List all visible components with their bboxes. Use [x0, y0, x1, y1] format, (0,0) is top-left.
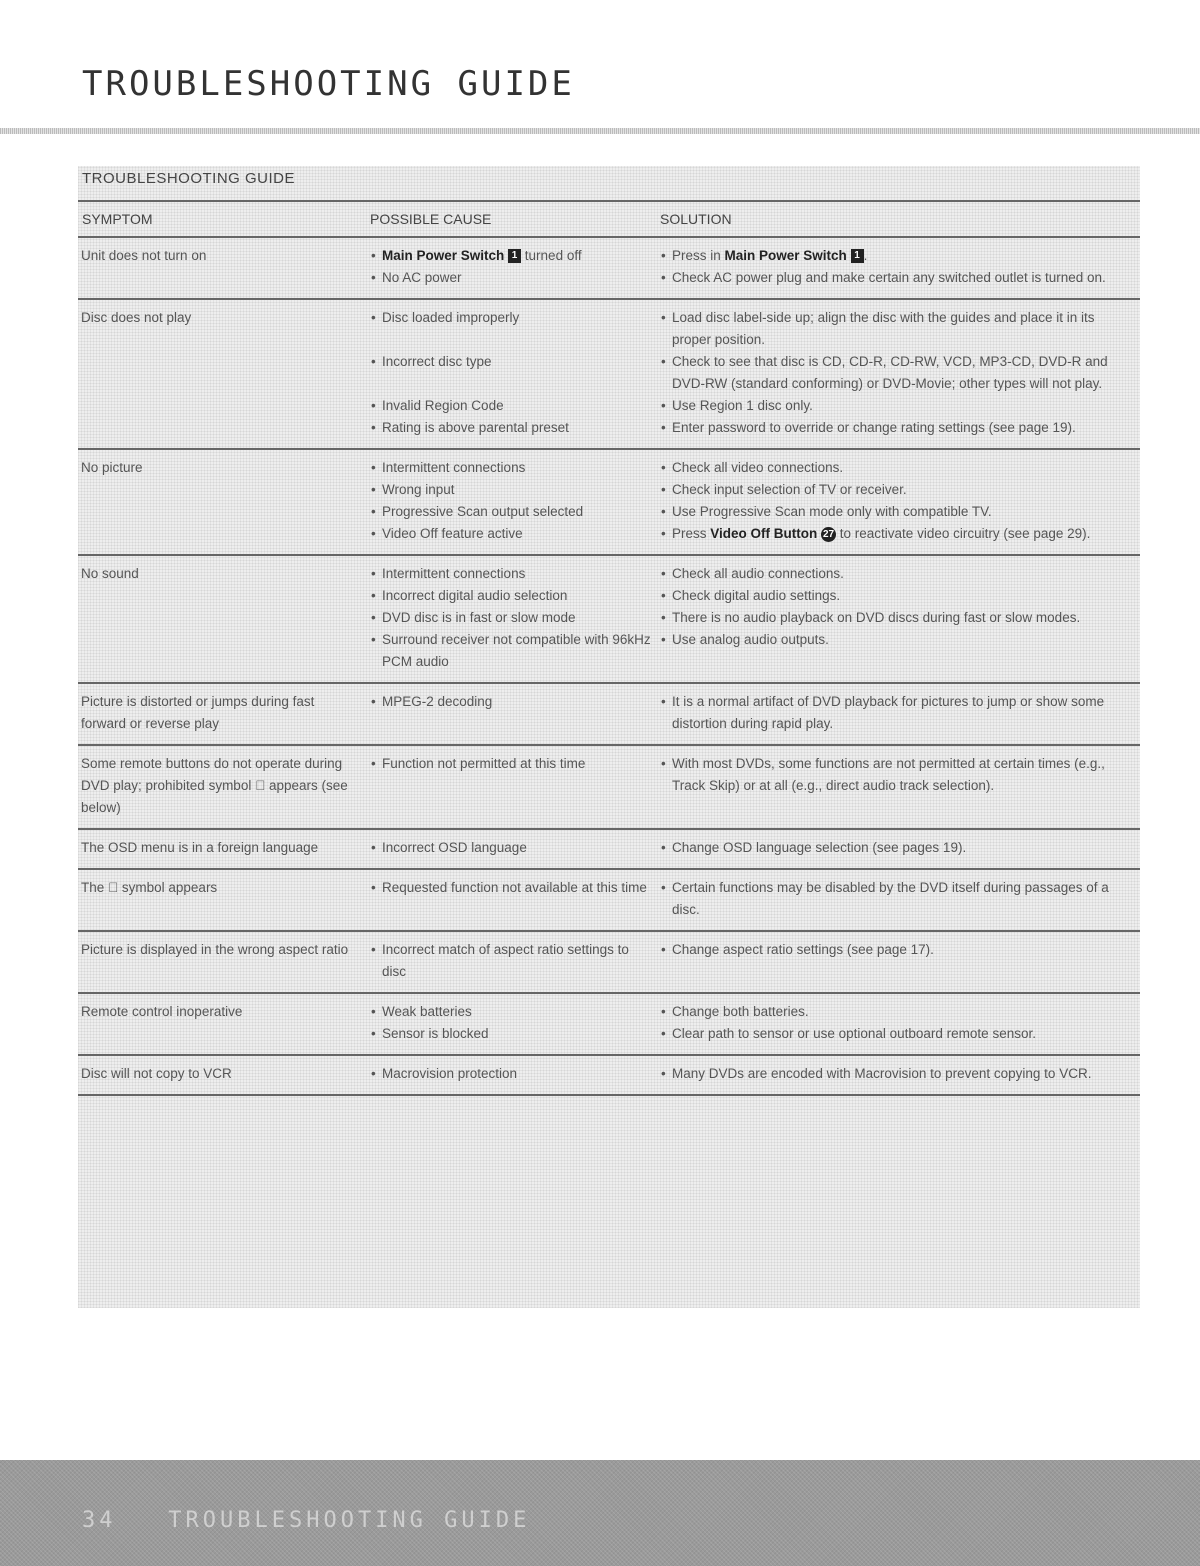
- solution-item: [660, 417, 1136, 439]
- solution-item: [660, 395, 1136, 417]
- solution-item: [660, 1063, 1136, 1085]
- cause-list: [370, 939, 652, 983]
- symptom-cell: Disc will not copy to VCR: [78, 1055, 366, 1095]
- symptom-cell: No sound: [78, 555, 366, 683]
- solution-item: [660, 307, 1136, 351]
- cause-item: [370, 1063, 652, 1085]
- item-text: It is a normal artifact of DVD playback for pictures to jump or show some distortion during rapid play.: [672, 694, 1105, 731]
- footer-title: TROUBLESHOOTING GUIDE: [168, 1508, 531, 1533]
- table-row: [78, 237, 1140, 299]
- solution-item: [660, 939, 1136, 961]
- page-title: TROUBLESHOOTING GUIDE: [82, 64, 575, 104]
- solution-item: [660, 691, 1136, 735]
- solution-item: [660, 457, 1136, 479]
- cause-cell: [366, 299, 656, 449]
- solution-cell: [656, 745, 1140, 829]
- solution-item: [660, 563, 1136, 585]
- item-prefix: Press: [672, 526, 711, 541]
- item-text: Incorrect digital audio selection: [382, 588, 568, 603]
- item-text: turned off: [521, 248, 582, 263]
- item-text: Intermittent connections: [382, 566, 526, 581]
- cause-item: [370, 417, 652, 439]
- control-name: Main Power Switch: [382, 248, 505, 263]
- symptom-cell: Remote control inoperative: [78, 993, 366, 1055]
- solution-list: [660, 691, 1136, 735]
- solution-item: [660, 479, 1136, 501]
- item-text: Check AC power plug and make certain any switched outlet is turned on.: [672, 270, 1106, 285]
- item-text: Use Progressive Scan mode only with compatible TV.: [672, 504, 992, 519]
- cause-list: [370, 877, 652, 899]
- solution-item: [660, 837, 1136, 859]
- item-text: Certain functions may be disabled by the DVD itself during passages of a disc.: [672, 880, 1109, 917]
- cause-item: [370, 307, 652, 329]
- solution-list: [660, 753, 1136, 797]
- item-text: Check all audio connections.: [672, 566, 844, 581]
- item-text: Check digital audio settings.: [672, 588, 841, 603]
- cause-cell: [366, 993, 656, 1055]
- cause-cell: [366, 869, 656, 931]
- header-cause: POSSIBLE CAUSE: [366, 201, 656, 237]
- solution-list: [660, 877, 1136, 921]
- item-text: No AC power: [382, 270, 462, 285]
- cause-list: [370, 457, 652, 545]
- solution-item: [660, 523, 1136, 545]
- cause-item: [370, 753, 652, 775]
- symptom-cell: The OSD menu is in a foreign language: [78, 829, 366, 869]
- symptom-cell: Unit does not turn on: [78, 237, 366, 299]
- cause-item: [370, 479, 652, 501]
- item-text: Many DVDs are encoded with Macrovision to prevent copying to VCR.: [672, 1066, 1092, 1081]
- item-text: Use Region 1 disc only.: [672, 398, 813, 413]
- solution-item: [660, 585, 1136, 607]
- table-row: [78, 931, 1140, 993]
- cause-list: [370, 563, 652, 673]
- cause-cell: [366, 237, 656, 299]
- solution-cell: [656, 931, 1140, 993]
- item-text: Change both batteries.: [672, 1004, 809, 1019]
- cause-list: [370, 245, 652, 289]
- cause-item: [370, 585, 652, 607]
- solution-cell: [656, 829, 1140, 869]
- header-symptom: SYMPTOM: [78, 201, 366, 237]
- page-footer: [0, 1460, 1200, 1566]
- item-text: Video Off feature active: [382, 526, 523, 541]
- cause-item: [370, 607, 652, 629]
- cause-item: [370, 395, 652, 417]
- cause-item: [370, 1023, 652, 1045]
- item-text: Intermittent connections: [382, 460, 526, 475]
- item-text: Requested function not available at this time: [382, 880, 647, 895]
- item-text: DVD disc is in fast or slow mode: [382, 610, 576, 625]
- item-text: Function not permitted at this time: [382, 756, 586, 771]
- item-text: Check input selection of TV or receiver.: [672, 482, 907, 497]
- item-text: Progressive Scan output selected: [382, 504, 584, 519]
- table-row: [78, 829, 1140, 869]
- panel-title: TROUBLESHOOTING GUIDE: [82, 170, 296, 187]
- cause-item: [370, 837, 652, 859]
- cause-list: [370, 1063, 652, 1085]
- control-name: Video Off Button: [710, 526, 818, 541]
- symptom-cell: No picture: [78, 449, 366, 555]
- item-text: Change aspect ratio settings (see page 17).: [672, 942, 934, 957]
- item-prefix: Press in: [672, 248, 725, 263]
- solution-item: [660, 267, 1136, 289]
- callout-number-badge: 27: [822, 528, 835, 540]
- solution-list: [660, 1063, 1136, 1085]
- cause-item: [370, 245, 652, 267]
- callout-number-badge: 1: [508, 249, 521, 263]
- symptom-cell: Some remote buttons do not operate during DVD play; prohibited symbol ⃠ appears (see below): [78, 745, 366, 829]
- table-row: [78, 555, 1140, 683]
- cause-cell: [366, 745, 656, 829]
- item-text: .: [863, 248, 868, 263]
- control-name: Main Power Switch: [724, 248, 847, 263]
- table-row: [78, 299, 1140, 449]
- solution-cell: [656, 555, 1140, 683]
- solution-list: [660, 1001, 1136, 1045]
- cause-cell: [366, 683, 656, 745]
- solution-cell: [656, 449, 1140, 555]
- item-text: MPEG-2 decoding: [382, 694, 493, 709]
- table-row: [78, 683, 1140, 745]
- solution-cell: [656, 993, 1140, 1055]
- table-header-row: [78, 201, 1140, 237]
- callout-number-badge: 1: [851, 249, 864, 263]
- item-text: Incorrect disc type: [382, 354, 492, 369]
- symptom-cell: Picture is displayed in the wrong aspect ratio: [78, 931, 366, 993]
- solution-cell: [656, 237, 1140, 299]
- item-text: Clear path to sensor or use optional outboard remote sensor.: [672, 1026, 1036, 1041]
- item-text: Load disc label-side up; align the disc with the guides and place it in its proper position.: [672, 310, 1095, 347]
- table-row: [78, 993, 1140, 1055]
- cause-cell: [366, 829, 656, 869]
- cause-item: [370, 267, 652, 289]
- footer-text: [82, 1508, 530, 1533]
- cause-list: [370, 691, 652, 713]
- table-row: [78, 745, 1140, 829]
- solution-item: [660, 629, 1136, 651]
- item-text: With most DVDs, some functions are not permitted at certain times (e.g., Track Skip) or at all (e.g., direct audio track selection).: [672, 756, 1105, 793]
- solution-list: [660, 837, 1136, 859]
- solution-item: [660, 351, 1136, 395]
- item-text: Change OSD language selection (see pages 19).: [672, 840, 967, 855]
- solution-item: [660, 877, 1136, 921]
- solution-item: [660, 1001, 1136, 1023]
- item-text: Disc loaded improperly: [382, 310, 520, 325]
- cause-item: [370, 351, 652, 373]
- item-text: Incorrect match of aspect ratio settings to disc: [382, 942, 629, 979]
- cause-list: [370, 837, 652, 859]
- solution-item: [660, 607, 1136, 629]
- table-row: [78, 449, 1140, 555]
- solution-list: [660, 245, 1136, 289]
- item-text: Sensor is blocked: [382, 1026, 489, 1041]
- item-text: Use analog audio outputs.: [672, 632, 829, 647]
- item-text: Incorrect OSD language: [382, 840, 527, 855]
- cause-item: [370, 877, 652, 899]
- solution-list: [660, 563, 1136, 651]
- cause-item: [370, 501, 652, 523]
- item-text: Surround receiver not compatible with 96kHz PCM audio: [382, 632, 651, 669]
- solution-list: [660, 457, 1136, 545]
- cause-cell: [366, 449, 656, 555]
- item-text: Wrong input: [382, 482, 455, 497]
- cause-list: [370, 1001, 652, 1045]
- solution-item: [660, 753, 1136, 797]
- cause-item: [370, 523, 652, 545]
- header-solution: SOLUTION: [656, 201, 1140, 237]
- solution-item: [660, 1023, 1136, 1045]
- table-row: [78, 1055, 1140, 1095]
- troubleshooting-panel: [78, 166, 1140, 1308]
- item-text: Macrovision protection: [382, 1066, 518, 1081]
- page-number: 34: [82, 1508, 117, 1533]
- item-text: to reactivate video circuitry (see page 29).: [836, 526, 1091, 541]
- cause-list: [370, 307, 652, 439]
- item-text: Check to see that disc is CD, CD-R, CD-RW, VCD, MP3-CD, DVD-R and DVD-RW (standard conforming) or DVD-Movie; other types will not play.: [672, 354, 1108, 391]
- symptom-cell: Picture is distorted or jumps during fast forward or reverse play: [78, 683, 366, 745]
- item-text: Enter password to override or change rating settings (see page 19).: [672, 420, 1076, 435]
- solution-list: [660, 307, 1136, 439]
- item-text: Invalid Region Code: [382, 398, 504, 413]
- item-text: Rating is above parental preset: [382, 420, 569, 435]
- symptom-cell: Disc does not play: [78, 299, 366, 449]
- title-divider: [0, 128, 1200, 134]
- solution-cell: [656, 869, 1140, 931]
- item-text: There is no audio playback on DVD discs during fast or slow modes.: [672, 610, 1081, 625]
- cause-cell: [366, 555, 656, 683]
- item-text: Weak batteries: [382, 1004, 472, 1019]
- symptom-cell: The ⃠ symbol appears: [78, 869, 366, 931]
- cause-list: [370, 753, 652, 775]
- solution-cell: [656, 1055, 1140, 1095]
- cause-item: [370, 939, 652, 983]
- troubleshooting-table: [78, 200, 1140, 1096]
- cause-item: [370, 457, 652, 479]
- cause-cell: [366, 931, 656, 993]
- cause-item: [370, 629, 652, 673]
- solution-list: [660, 939, 1136, 961]
- item-text: Check all video connections.: [672, 460, 844, 475]
- cause-item: [370, 563, 652, 585]
- cause-item: [370, 1001, 652, 1023]
- solution-item: [660, 245, 1136, 267]
- cause-item: [370, 691, 652, 713]
- table-row: [78, 869, 1140, 931]
- solution-cell: [656, 683, 1140, 745]
- cause-cell: [366, 1055, 656, 1095]
- solution-cell: [656, 299, 1140, 449]
- solution-item: [660, 501, 1136, 523]
